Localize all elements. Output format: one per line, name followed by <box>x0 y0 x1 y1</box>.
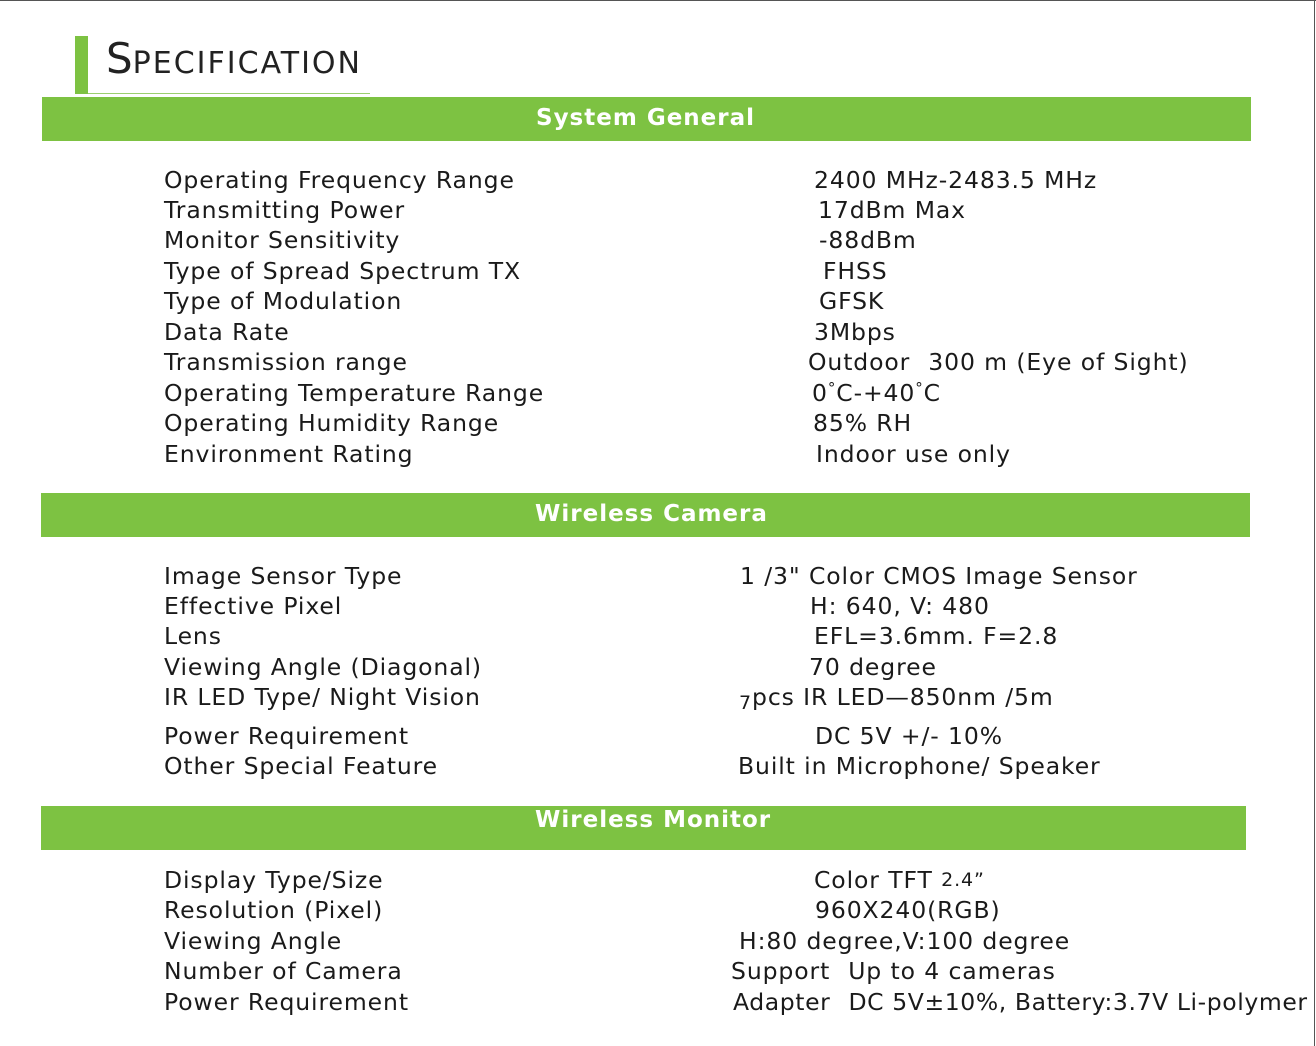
spec-row <box>0 440 1316 470</box>
spec-label: Transmission range <box>164 348 408 376</box>
spec-label: Operating Humidity Range <box>164 409 500 437</box>
spec-value-part: Up to 4 cameras <box>848 957 1056 985</box>
spec-value-part: Color TFT <box>814 866 933 894</box>
title-underline <box>88 93 370 94</box>
spec-row <box>0 752 1316 782</box>
spec-value-part: —850nm /5m <box>885 683 1054 711</box>
spec-value-part: pcs IR LED <box>752 683 886 711</box>
spec-label: Image Sensor Type <box>164 562 403 590</box>
spec-row <box>0 318 1316 348</box>
spec-row <box>0 562 1316 592</box>
spec-label: Environment Rating <box>164 440 414 468</box>
spec-value <box>739 683 1054 714</box>
spec-value: Indoor use only <box>816 440 1011 468</box>
spec-row <box>0 196 1316 226</box>
spec-label: Lens <box>164 622 222 650</box>
spec-value: 70 degree <box>809 653 937 681</box>
spec-row <box>0 988 1316 1018</box>
spec-label: Power Requirement <box>164 722 409 750</box>
spec-value: 3Mbps <box>814 318 896 346</box>
spec-value-part: Outdoor <box>808 348 911 376</box>
section-header-wireless-camera <box>41 493 1250 537</box>
spec-row <box>0 722 1316 752</box>
spec-value <box>814 866 985 894</box>
spec-value: 2400 MHz-2483.5 MHz <box>814 166 1098 194</box>
spec-value <box>731 957 1056 985</box>
spec-label: Resolution (Pixel) <box>164 896 384 924</box>
spec-label: IR LED Type/ Night Vision <box>164 683 481 711</box>
degree-symbol: ° <box>827 379 837 397</box>
spec-row <box>0 226 1316 256</box>
spec-label: Type of Spread Spectrum TX <box>164 257 521 285</box>
spec-value: H:80 degree,V:100 degree <box>739 927 1071 955</box>
section-heading: System General <box>536 105 756 131</box>
spec-value: H: 640, V: 480 <box>810 592 990 620</box>
spec-row <box>0 683 1316 713</box>
spec-row <box>0 287 1316 317</box>
spec-label: Effective Pixel <box>164 592 343 620</box>
spec-value-part: C <box>923 379 941 407</box>
spec-row <box>0 592 1316 622</box>
spec-value: GFSK <box>819 287 885 315</box>
spec-value: 85% RH <box>813 409 913 437</box>
spec-value-part: 300 m (Eye of Sight) <box>928 348 1189 376</box>
spec-value: Built in Microphone/ Speaker <box>738 752 1101 780</box>
page-title-rest: PECIFICATION <box>132 46 362 81</box>
spec-label: Monitor Sensitivity <box>164 226 401 254</box>
spec-row <box>0 622 1316 652</box>
spec-value-part: Adapter <box>733 988 831 1016</box>
spec-value <box>808 348 1189 376</box>
spec-value <box>812 379 941 407</box>
spec-value: 17dBm Max <box>818 196 966 224</box>
spec-label: Display Type/Size <box>164 866 384 894</box>
spec-row <box>0 409 1316 439</box>
spec-label: Operating Frequency Range <box>164 166 515 194</box>
spec-value: FHSS <box>823 257 888 285</box>
spec-label: Other Special Feature <box>164 752 439 780</box>
degree-symbol: ° <box>915 379 924 397</box>
spec-value-part: Battery:3.7V Li-polymer <box>1014 988 1308 1016</box>
spec-value <box>733 988 1308 1016</box>
page-title <box>106 34 362 84</box>
section-heading: Wireless Camera <box>535 501 768 527</box>
spec-value-part: 0 <box>812 379 828 407</box>
spec-row <box>0 348 1316 378</box>
spec-label: Transmitting Power <box>164 196 406 224</box>
spec-value-part: 2.4” <box>941 869 985 891</box>
section-header-wireless-monitor <box>41 806 1246 850</box>
spec-row <box>0 866 1316 896</box>
section-heading: Wireless Monitor <box>535 807 772 833</box>
spec-value-part: Support <box>731 957 831 985</box>
top-border <box>0 0 1316 1</box>
spec-label: Viewing Angle (Diagonal) <box>164 653 483 681</box>
spec-row <box>0 896 1316 926</box>
spec-value-part: DC 5V±10%, <box>848 988 1007 1016</box>
spec-row <box>0 957 1316 987</box>
spec-row <box>0 166 1316 196</box>
spec-value-part: 7 <box>739 692 752 714</box>
spec-label: Viewing Angle <box>164 927 343 955</box>
spec-value-part: C-+40 <box>836 379 916 407</box>
spec-row <box>0 927 1316 957</box>
spec-value: DC 5V +/- 10% <box>815 722 1003 750</box>
spec-label: Power Requirement <box>164 988 409 1016</box>
spec-value: 960X240(RGB) <box>815 896 1001 924</box>
spec-label: Data Rate <box>164 318 290 346</box>
page-title-initial: S <box>106 34 133 83</box>
spec-value: -88dBm <box>819 226 917 254</box>
spec-row <box>0 379 1316 409</box>
spec-label: Operating Temperature Range <box>164 379 545 407</box>
section-header-system-general <box>42 97 1251 141</box>
spec-row <box>0 653 1316 683</box>
spec-label: Number of Camera <box>164 957 403 985</box>
spec-value: 1 /3" Color CMOS Image Sensor <box>740 562 1138 590</box>
spec-value: EFL=3.6mm. F=2.8 <box>814 622 1059 650</box>
spec-row <box>0 257 1316 287</box>
spec-label: Type of Modulation <box>164 287 403 315</box>
title-accent-bar <box>75 36 88 94</box>
